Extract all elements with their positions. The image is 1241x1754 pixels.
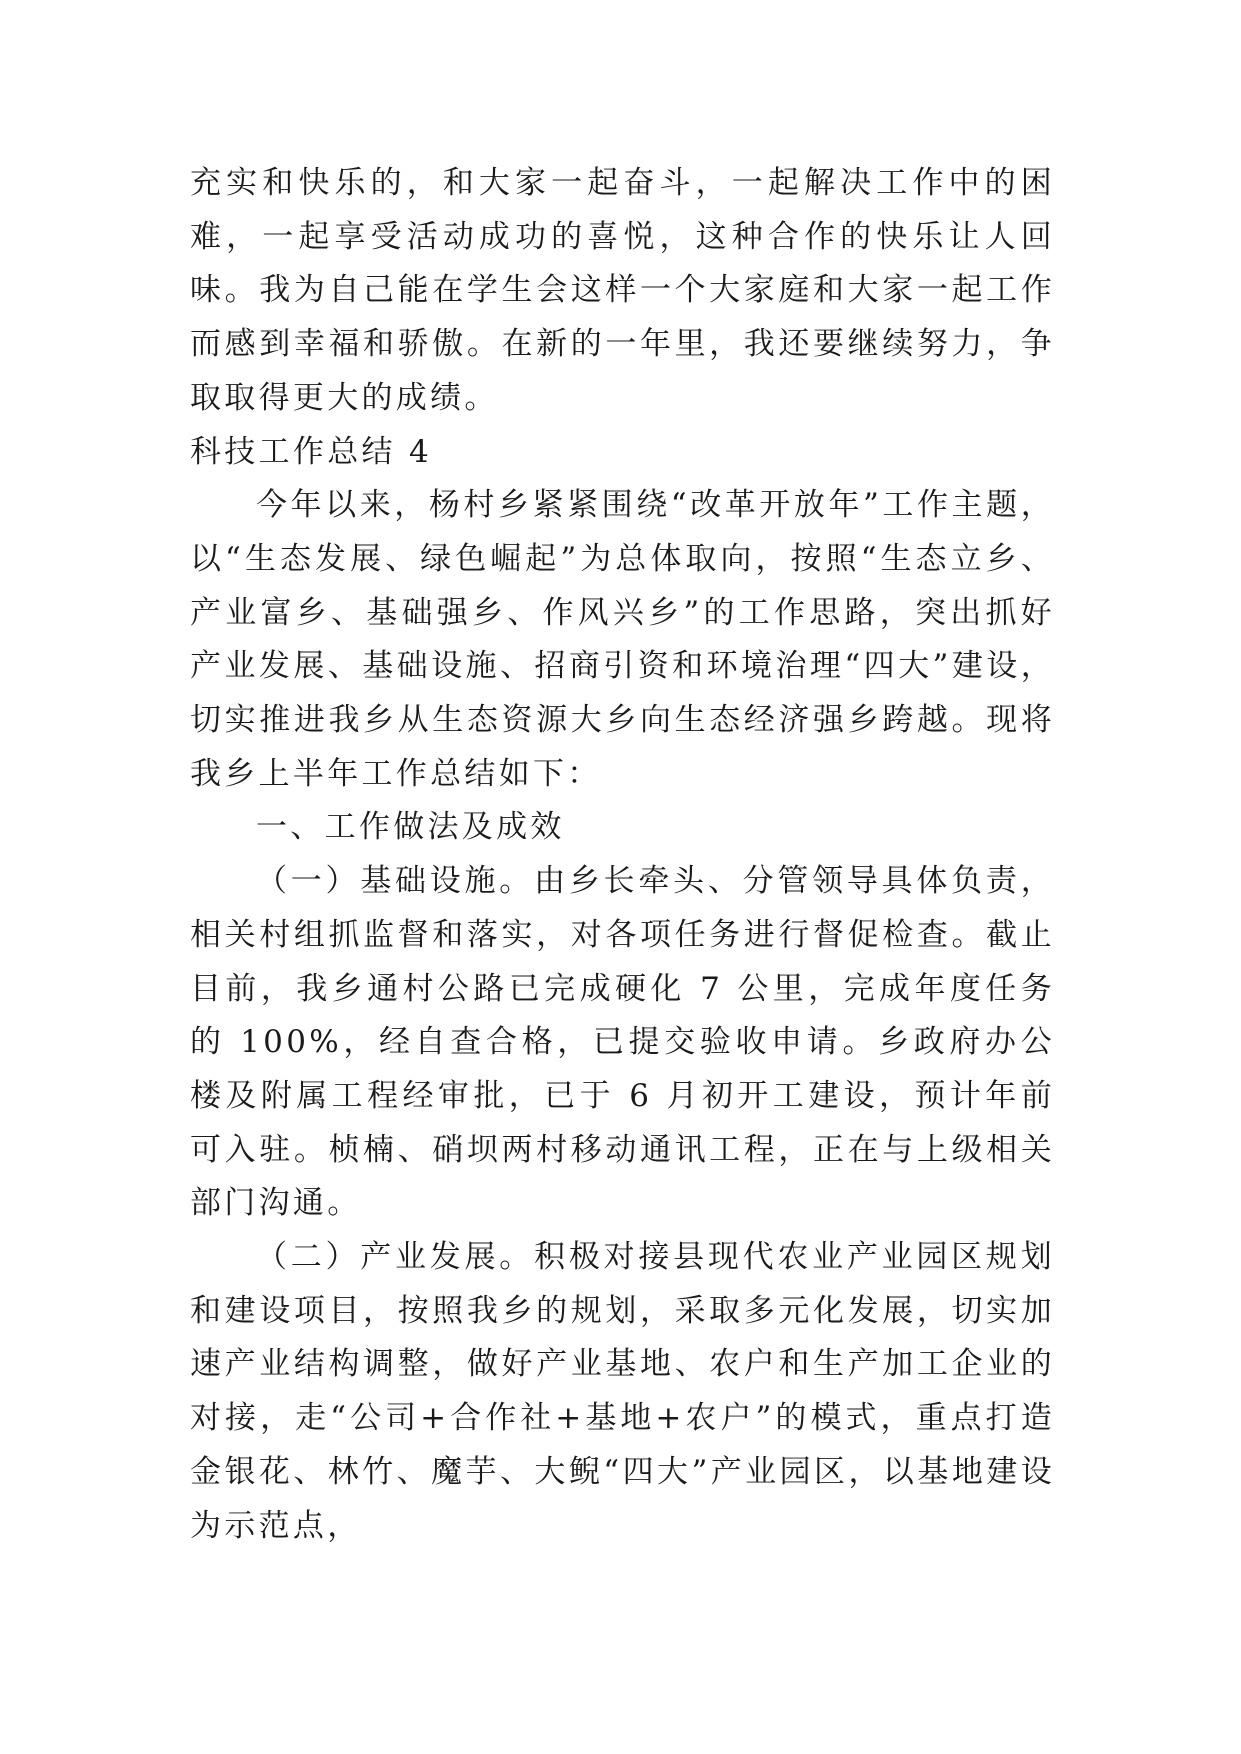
paragraph-intro: 今年以来，杨村乡紧紧围绕“改革开放年”工作主题，以“生态发展、绿色崛起”为总体取向，按照“生态立乡、产业富乡、基础强乡、作风兴乡”的工作思路，突出抓好产业发展、基础设施、招商引资和环境治理“四大”建设，切实推进我乡从生态资源大乡向生态经济强乡跨越。现将我乡上半年工作总结如下： <box>190 487 1055 792</box>
paragraph-industry-development: （二）产业发展。积极对接县现代农业产业园区规划和建设项目，按照我乡的规划，采取多元化发展，切实加速产业结构调整，做好产业基地、农户和生产加工企业的对接，走“公司+合作社+基地+农户”的模式，重点打造金银花、林竹、魔芋、大鲵“四大”产业园区，以基地建设为示范点， <box>190 1239 1055 1544</box>
document-body <box>190 157 1055 1553</box>
paragraph-infrastructure: （一）基础设施。由乡长牵头、分管领导具体负责，相关村组抓监督和落实，对各项任务进行督促检查。截止目前，我乡通村公路已完成硬化 7 公里，完成年度任务的 100%，经自查合格，已提交验收申请。乡政府办公楼及附属工程经审批，已于 6 月初开工建设，预计年前可入驻。桢楠、硝坝两村移动通讯工程，正在与上级相关部门沟通。 <box>190 863 1055 1222</box>
paragraph-continuation: 充实和快乐的，和大家一起奋斗，一起解决工作中的困难，一起享受活动成功的喜悦，这种合作的快乐让人回味。我为自己能在学生会这样一个大家庭和大家一起工作而感到幸福和骄傲。在新的一年里，我还要继续努力，争取取得更大的成绩。 <box>190 165 1055 416</box>
subheading-methods-results: 一、工作做法及成效 <box>256 809 565 846</box>
section-title: 科技工作总结 4 <box>190 433 432 470</box>
